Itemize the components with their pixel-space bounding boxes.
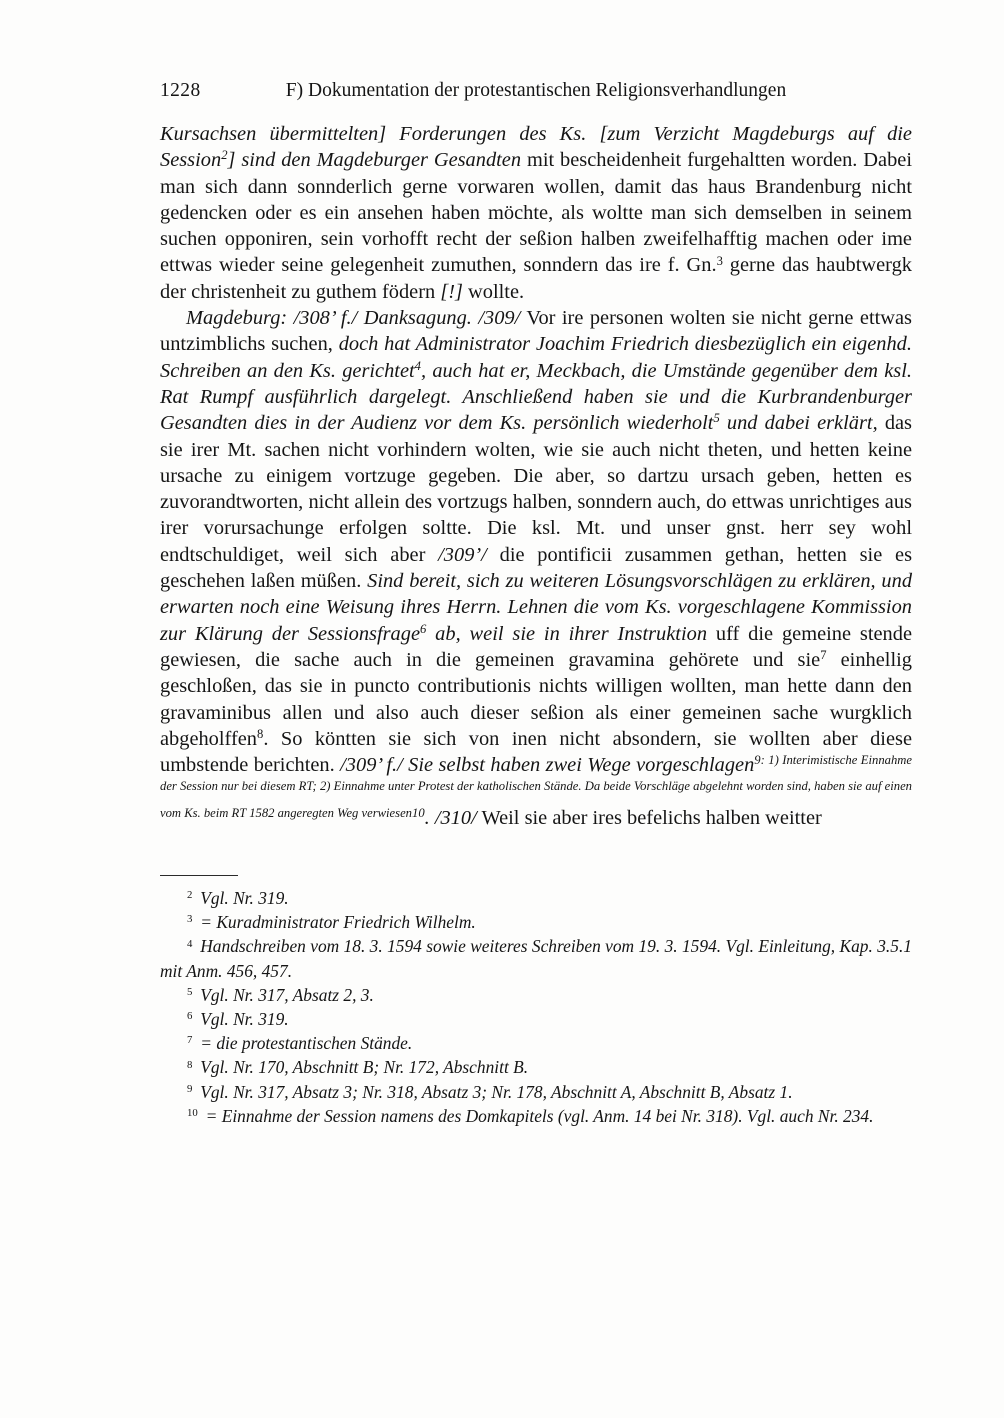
footnote-ref: : 1) Interimistische Einnahme der Session nur bei diesem RT; 2) Einnahme unter Protest der katholischen Stände. Da beide Vorschläge abgelehnt worden sind, haben sie auf einen vom Ks. beim RT 1582 angeregten Weg verwiesen	[160, 753, 912, 820]
footnote-ref: 6	[420, 621, 427, 636]
text-run: ab, weil sie in ihrer Instruktion	[426, 622, 708, 645]
footnote-number: 8	[187, 1058, 193, 1071]
footnote-number: 9	[187, 1082, 193, 1095]
footnote	[160, 910, 912, 934]
text-run: wollte.	[462, 280, 525, 303]
page-number: 1228	[160, 80, 201, 101]
text-run: die pontificii zusammen gethan, hetten sie es geschehen laßen müßen.	[160, 543, 913, 593]
footnote-number: 6	[187, 1010, 193, 1023]
text-run: . So köntten sie sich von inen nicht absondern, sie wollten aber diese umbstende berichten.	[160, 727, 912, 777]
footnote-number: 7	[187, 1034, 193, 1047]
footnote-text: = Einnahme der Session namens des Domkapitels (vgl. Anm. 14 bei Nr. 318). Vgl. auch Nr. 234.	[205, 1105, 874, 1126]
text-run: doch hat Administrator Joachim Friedrich diesbezüglich ein eigenhd. Schreiben an den Ks. gerichtet	[160, 333, 912, 382]
text-run: das sie irer Mt. sachen nicht vorhindern wolten, wie sie auch nicht theten, und hetten keine ursache zu einigem vortzuge gegeben. Die aber, so dartzu ursach geben, hetten es zuvorandtworten, nicht allein des vortzugs halben, sonndern auch, do ettwas unrichtiges aus irer vorursachunge erfolgen soltte. Die ksl. Mt. und unser gnst. herr sey wohl endtschuldiget, weil sich aber	[160, 412, 912, 566]
footnote	[160, 983, 912, 1007]
footnote-ref: 3	[716, 253, 723, 268]
footnote-ref: 5	[713, 411, 720, 426]
text-run: . /310/	[424, 806, 477, 829]
text-run: Kursachsen übermittelten] Forderungen des Ks. [zum Verzicht Magdeburgs auf die Session	[160, 123, 912, 172]
body-text	[160, 121, 912, 831]
footnote-ref: 2	[221, 148, 228, 163]
body-paragraph	[160, 305, 912, 831]
footnote-number: 2	[187, 889, 193, 902]
text-run: ] sind den Magdeburger Gesandten	[227, 149, 522, 172]
footnote-text: = Kuradministrator Friedrich Wilhelm.	[200, 912, 476, 933]
footnotes-section	[160, 875, 912, 1128]
footnote-number: 10	[187, 1106, 198, 1119]
footnote-number: 4	[187, 937, 193, 950]
text-run: uff die gemeine stende gewiesen, die sache auch in die gemeinen gravamina gehörete und sie	[160, 622, 912, 671]
footnote	[160, 1055, 912, 1079]
running-header	[160, 78, 912, 104]
footnote-text: Vgl. Nr. 317, Absatz 3; Nr. 318, Absatz 3; Nr. 178, Abschnitt A, Abschnitt B, Absatz 1.	[200, 1081, 793, 1102]
text-run: Sind bereit, sich zu weiteren Lösungsvorschlägen zu erklären, und erwarten noch eine Weisung ihres Herrn. Lehnen die vom Ks. vorgeschlagene Kommission zur Klärung der Sessionsfrage	[160, 570, 913, 645]
footnote-ref: 4	[414, 358, 421, 373]
footnote-text: Vgl. Nr. 170, Abschnitt B; Nr. 172, Abschnitt B.	[200, 1057, 529, 1078]
text-run: Vor ire personen wolten sie nicht gerne ettwas untzimblichs suchen,	[160, 307, 912, 356]
footnote-text: Vgl. Nr. 319.	[200, 1009, 289, 1030]
text-run: /309’ f./ Sie selbst haben zwei Wege vorgeschlagen	[340, 754, 755, 777]
footnote	[160, 1080, 912, 1104]
text-run: und dabei erklärt,	[719, 412, 878, 435]
footnote	[160, 1031, 912, 1055]
text-run: /309’/	[438, 543, 487, 566]
footnote	[160, 886, 912, 910]
footnotes-list	[160, 886, 912, 1128]
footnote	[160, 934, 912, 982]
footnote-number: 5	[187, 985, 193, 998]
text-run: Magdeburg: /308’ f./ Danksagung. /309/	[186, 307, 521, 330]
footnote-text: = die protestantischen Stände.	[200, 1033, 413, 1054]
footnote-ref: 10	[412, 805, 425, 820]
footnote-separator-rule	[160, 875, 238, 876]
footnote	[160, 1104, 912, 1128]
text-run: gerne das haubtwergk der christenheit zu guthem födern	[160, 254, 912, 303]
footnote-text: Vgl. Nr. 317, Absatz 2, 3.	[200, 984, 374, 1005]
text-run: [!]	[440, 280, 463, 303]
footnote	[160, 1007, 912, 1031]
footnote-text: Handschreiben vom 18. 3. 1594 sowie weiteres Schreiben vom 19. 3. 1594. Vgl. Einleitung, Kap. 3.5.1 mit Anm. 456, 457.	[160, 936, 912, 981]
footnote-ref: 9	[754, 753, 761, 768]
footnote-text: Vgl. Nr. 319.	[200, 888, 289, 909]
text-run: Weil sie aber ires befelichs halben weitter	[476, 806, 822, 829]
body-paragraph	[160, 121, 912, 305]
footnote-number: 3	[187, 913, 193, 926]
text-run: einhellig geschloßen, das sie in puncto contributionis nichts willigen wollten, man hette dann den gravaminibus allen und also auch dieser seßion als einer gemeinen sache wurgklich abgeholffen	[160, 648, 912, 750]
footnote-ref: 7	[820, 647, 827, 662]
text-run: mit bescheidenheit furgehaltten worden. Dabei man sich dann sonnderlich gerne vorwaren wollen, damit das haus Brandenburg nicht gedencken oder es ein ansehen haben möchte, als woltte man sich demselben in seinem suchen opponiren, sein vorhofft recht der seßion halben zweifelhafftig machen oder ime ettwas wieder seine gelegenheit zumuthen, sonndern das ire f. Gn.	[160, 149, 912, 277]
footnote-ref: 8	[257, 726, 264, 741]
text-run: , auch hat er, Meckbach, die Umstände gegenüber dem ksl. Rat Rumpf ausführlich dargelegt. Anschließend haben sie und die Kurbrandenburger Gesandten dies in der Audienz vor dem Ks. persönlich wiederholt	[160, 359, 912, 435]
running-head-title: F) Dokumentation der protestantischen Religionsverhandlungen	[285, 80, 787, 101]
